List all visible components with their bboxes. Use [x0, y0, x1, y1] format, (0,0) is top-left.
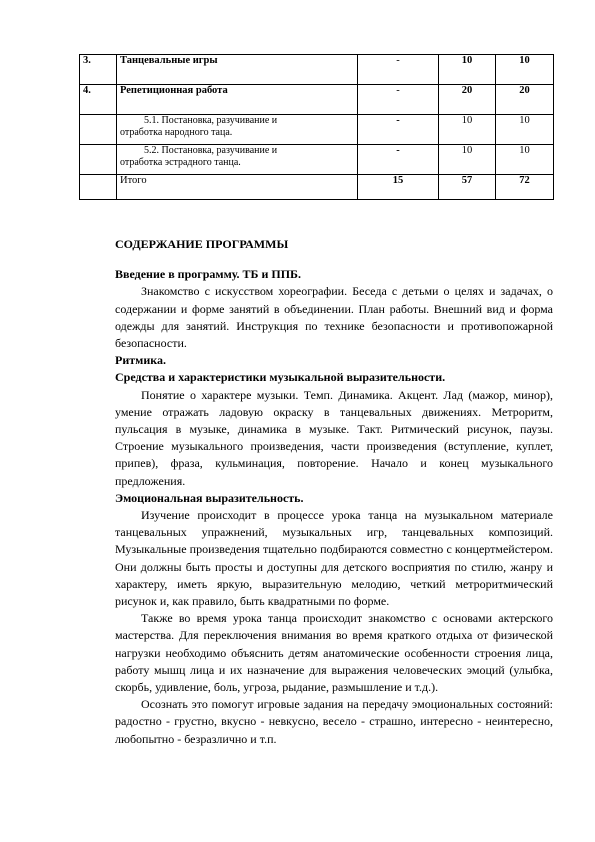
row-value-2: 20: [439, 85, 496, 115]
table-row: [80, 85, 554, 115]
row-value-3: 20: [496, 85, 554, 115]
intro-paragraph: Знакомство с искусством хореографии. Беседа с детьми о целях и задачах, о содержании и форме занятий в объединении. План работы. Внешний вид и форма одежды для занятий. Инструкция по технике безопасности и противопожарной безопасности.: [115, 284, 553, 351]
table-row: [80, 115, 554, 145]
row-value-3: 10: [496, 145, 554, 175]
row-value-3: 72: [496, 175, 554, 200]
emotion-title: Эмоциональная выразительность.: [115, 490, 304, 505]
emotion-paragraph-1: Изучение происходит в процессе урока танца на музыкальном материале танцевальных упражнений, музыкальных игр, танцевальных композиций. Музыкальные произведения тщательно подбираются совместно с концертмейстером. Они должны быть просты и доступны для детского восприятия по стилю, жанру и характеру, иметь яркую, выразительную мелодию, четкий метроритмический рисунок и, как правило, быть квадратными по форме.: [115, 508, 553, 609]
row-number: [80, 115, 117, 145]
row-number: [80, 145, 117, 175]
row-value-1: -: [358, 85, 439, 115]
row-value-3: 10: [496, 115, 554, 145]
row-value-2: 10: [439, 145, 496, 175]
rhythm-title: Ритмика.: [115, 353, 166, 368]
row-number: [80, 175, 117, 200]
row-name: [117, 145, 358, 175]
row-name-line-2: отработка народного таца.: [120, 126, 233, 138]
row-name-line-2: отработка эстрадного танца.: [120, 156, 241, 168]
means-title: Средства и характеристики музыкальной выразительности.: [115, 370, 446, 385]
row-value-1: 15: [358, 175, 439, 200]
row-name: [117, 115, 358, 145]
row-number: 4.: [80, 85, 117, 115]
row-value-3: 10: [496, 55, 554, 85]
means-paragraph: Понятие о характере музыки. Темп. Динамика. Акцент. Лад (мажор, минор), умение отражать ладовую окраску в танцевальных движениях. Метроритм, пульсация в музыке, динамика в музыке. Такт. Ритмический рисунок, паузы. Строение музыкального произведения, части произведения (вступление, куплет, припев), фраза, кульминация, повторение. Начало и конец музыкального предложения.: [115, 387, 553, 488]
section-heading: СОДЕРЖАНИЕ ПРОГРАММЫ: [115, 237, 289, 251]
row-name-line-1: 5.1. Постановка, разучивание и: [144, 115, 278, 126]
row-value-2: 10: [439, 55, 496, 85]
program-table: [79, 54, 554, 200]
row-value-1: -: [358, 115, 439, 145]
program-content: [115, 236, 553, 748]
row-name: Репетиционная работа: [117, 85, 358, 115]
emotion-paragraph-2: Также во время урока танца происходит знакомство с основами актерского мастерства. Для переключения внимания во время краткого отдыха от физической нагрузки необходимо объяснить детям анатомические особенности строения лица, работу мышц лица и их назначение для выражения человеческих эмоций (улыбка, скорбь, удивление, боль, угроза, рыдание, размышление и т.д.).: [115, 611, 553, 695]
row-value-1: -: [358, 55, 439, 85]
row-name: Итого: [117, 175, 358, 200]
table-row: [80, 175, 554, 200]
intro-title: Введение в программу. ТБ и ППБ.: [115, 267, 301, 282]
emotion-paragraph-3: Осознать это помогут игровые задания на передачу эмоциональных состояний: радостно - грустно, вкусно - невкусно, весело - страшно, интересно - неинтересно, любопытно - безразлично и т.п.: [115, 697, 553, 746]
table-row: [80, 145, 554, 175]
table-row: [80, 55, 554, 85]
row-name: Танцевальные игры: [117, 55, 358, 85]
row-value-2: 10: [439, 115, 496, 145]
row-value-2: 57: [439, 175, 496, 200]
row-name-line-1: 5.2. Постановка, разучивание и: [144, 145, 278, 156]
row-number: 3.: [80, 55, 117, 85]
row-value-1: -: [358, 145, 439, 175]
